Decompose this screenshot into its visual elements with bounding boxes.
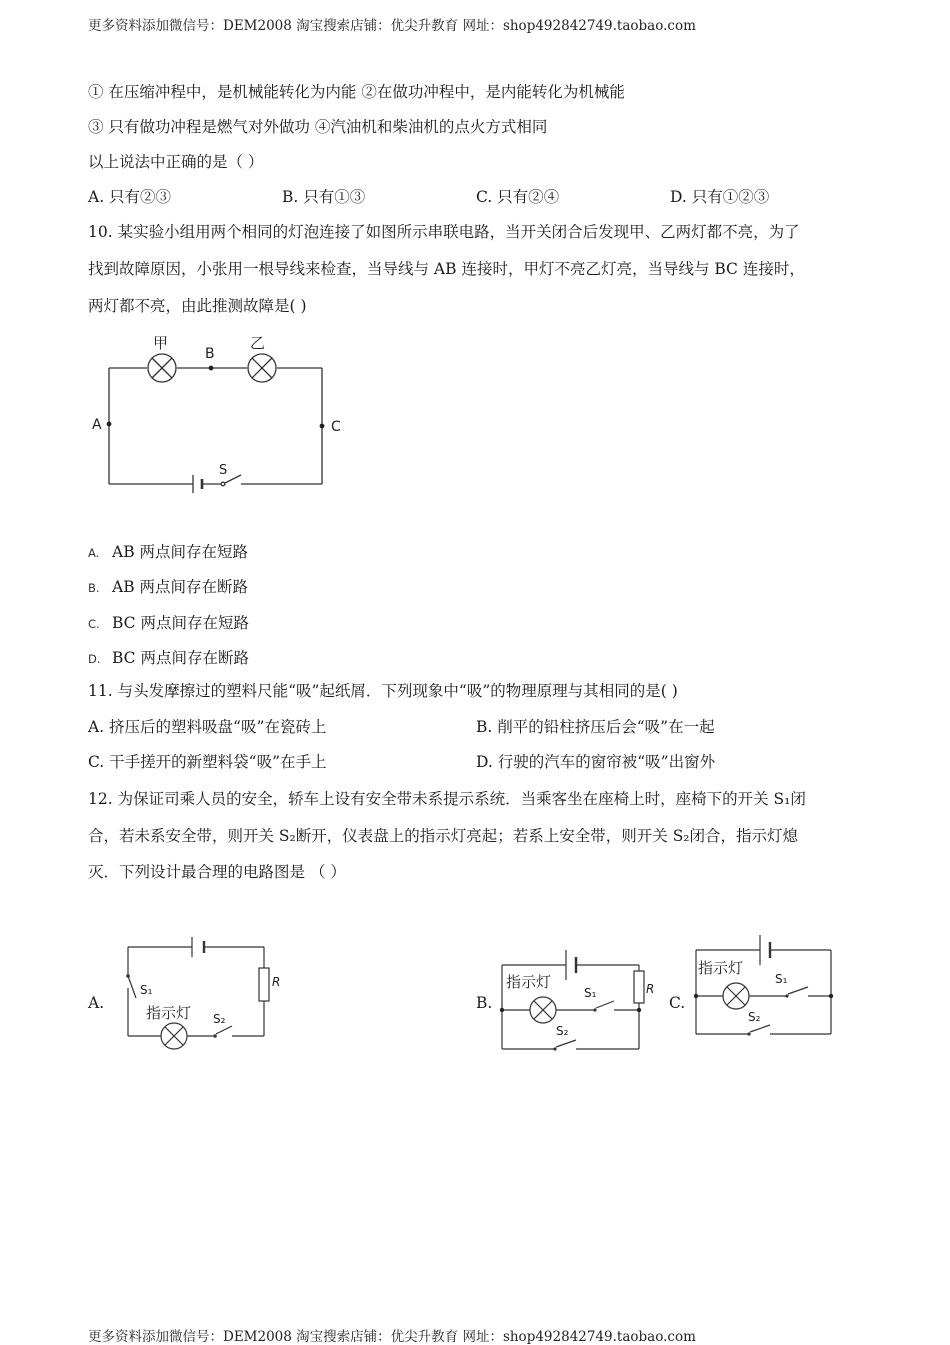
q10-option-c-letter: C. bbox=[88, 617, 100, 631]
q9-option-b: B. 只有①③ bbox=[282, 188, 366, 206]
circuit-c-s2-label: S₂ bbox=[748, 1010, 761, 1024]
q12-option-a-label: A. bbox=[88, 994, 105, 1012]
q9-option-c: C. 只有②④ bbox=[476, 188, 560, 206]
lamp-yi-icon bbox=[248, 354, 276, 382]
q12-stem-line-2: 合，若未系安全带，则开关 S₂断开，仪表盘上的指示灯亮起；若系上安全带，则开关 S₂闭合，指示灯熄 bbox=[88, 827, 799, 845]
q12-option-b-label: B. bbox=[476, 994, 493, 1012]
q11-option-c: C. 干手搓开的新塑料袋“吸”在手上 bbox=[88, 753, 327, 771]
q9-option-d: D. 只有①②③ bbox=[670, 188, 770, 206]
lamp-jia-label: 甲 bbox=[153, 334, 169, 352]
q11-option-d: D. 行驶的汽车的窗帘被“吸”出窗外 bbox=[476, 753, 716, 771]
circuit-b-r-label: R bbox=[646, 982, 655, 996]
q10-option-b-text: AB 两点间存在断路 bbox=[112, 578, 249, 596]
node-a bbox=[107, 422, 112, 427]
q10-stem-line-1: 10. 某实验小组用两个相同的灯泡连接了如图所示串联电路，当开关闭合后发现甲、乙两灯都不亮，为了 bbox=[88, 223, 800, 241]
q10-option-d-letter: D. bbox=[88, 652, 101, 666]
q10-option-c-text: BC 两点间存在短路 bbox=[112, 614, 249, 632]
q12-circuit-a bbox=[120, 930, 290, 1055]
switch-label: S bbox=[219, 463, 228, 478]
circuit-b-s2-label: S₂ bbox=[556, 1024, 569, 1038]
page-footer: 更多资料添加微信号：DEM2008 淘宝搜索店铺：优尖升教育 网址：shop492842749.taobao.com bbox=[88, 1329, 696, 1345]
indicator-lamp-icon bbox=[723, 983, 749, 1009]
circuit-a-s1-label: S₁ bbox=[140, 983, 153, 997]
circuit-a-r-label: R bbox=[272, 975, 281, 989]
q10-option-b-letter: B. bbox=[88, 581, 100, 595]
circuit-c-lamp-label: 指示灯 bbox=[698, 959, 744, 977]
node-b bbox=[209, 366, 214, 371]
page-header: 更多资料添加微信号：DEM2008 淘宝搜索店铺：优尖升教育 网址：shop492842749.taobao.com bbox=[88, 18, 696, 34]
q12-stem-line-1: 12. 为保证司乘人员的安全，轿车上设有安全带未系提示系统．当乘客坐在座椅上时，座椅下的开关 S₁闭 bbox=[88, 790, 806, 808]
point-a-label: A bbox=[92, 417, 102, 433]
q10-option-d bbox=[88, 646, 249, 668]
circuit-b-s1-label: S₁ bbox=[584, 986, 597, 1000]
point-b-label: B bbox=[205, 346, 215, 362]
q12-circuit-b bbox=[496, 945, 661, 1055]
q12-stem-line-3: 灭．下列设计最合理的电路图是 （ ） bbox=[88, 863, 346, 881]
q9-statement-2: ③ 只有做功冲程是燃气对外做功 ④汽油机和柴油机的点火方式相同 bbox=[88, 118, 548, 136]
q10-option-c bbox=[88, 611, 249, 633]
circuit-c-s1-label: S₁ bbox=[775, 972, 788, 986]
point-c-label: C bbox=[331, 419, 341, 435]
indicator-lamp-icon bbox=[161, 1023, 187, 1049]
q9-prompt: 以上说法中正确的是（ ） bbox=[88, 153, 264, 171]
q10-option-a bbox=[88, 540, 248, 562]
q10-stem-line-3: 两灯都不亮，由此推测故障是( ) bbox=[88, 297, 307, 315]
q10-option-a-text: AB 两点间存在短路 bbox=[112, 543, 249, 561]
q10-stem-line-2: 找到故障原因，小张用一根导线来检查，当导线与 AB 连接时，甲灯不亮乙灯亮，当导线与 BC 连接时， bbox=[88, 260, 805, 278]
q11-stem: 11. 与头发摩擦过的塑料尺能“吸”起纸屑．下列现象中“吸”的物理原理与其相同的是( ) bbox=[88, 682, 678, 700]
q11-option-a: A. 挤压后的塑料吸盘“吸”在瓷砖上 bbox=[88, 718, 327, 736]
q10-circuit-diagram bbox=[85, 328, 365, 508]
q10-option-a-letter: A. bbox=[88, 546, 100, 560]
q12-circuit-c bbox=[690, 930, 840, 1040]
circuit-a-s2-label: S₂ bbox=[213, 1012, 226, 1026]
q9-statement-1: ① 在压缩冲程中，是机械能转化为内能 ②在做功冲程中，是内能转化为机械能 bbox=[88, 83, 625, 101]
q10-option-b bbox=[88, 575, 248, 597]
circuit-a-lamp-label: 指示灯 bbox=[146, 1004, 192, 1022]
lamp-yi-label: 乙 bbox=[250, 334, 266, 352]
indicator-lamp-icon bbox=[530, 997, 556, 1023]
q9-option-a: A. 只有②③ bbox=[88, 188, 172, 206]
node-c bbox=[320, 424, 325, 429]
q10-option-d-text: BC 两点间存在断路 bbox=[112, 649, 249, 667]
circuit-b-lamp-label: 指示灯 bbox=[506, 973, 552, 991]
battery-icon bbox=[193, 475, 202, 493]
q12-option-c-label: C. bbox=[669, 994, 686, 1012]
q11-option-b: B. 削平的铅柱挤压后会“吸”在一起 bbox=[476, 718, 715, 736]
lamp-jia-icon bbox=[148, 354, 176, 382]
